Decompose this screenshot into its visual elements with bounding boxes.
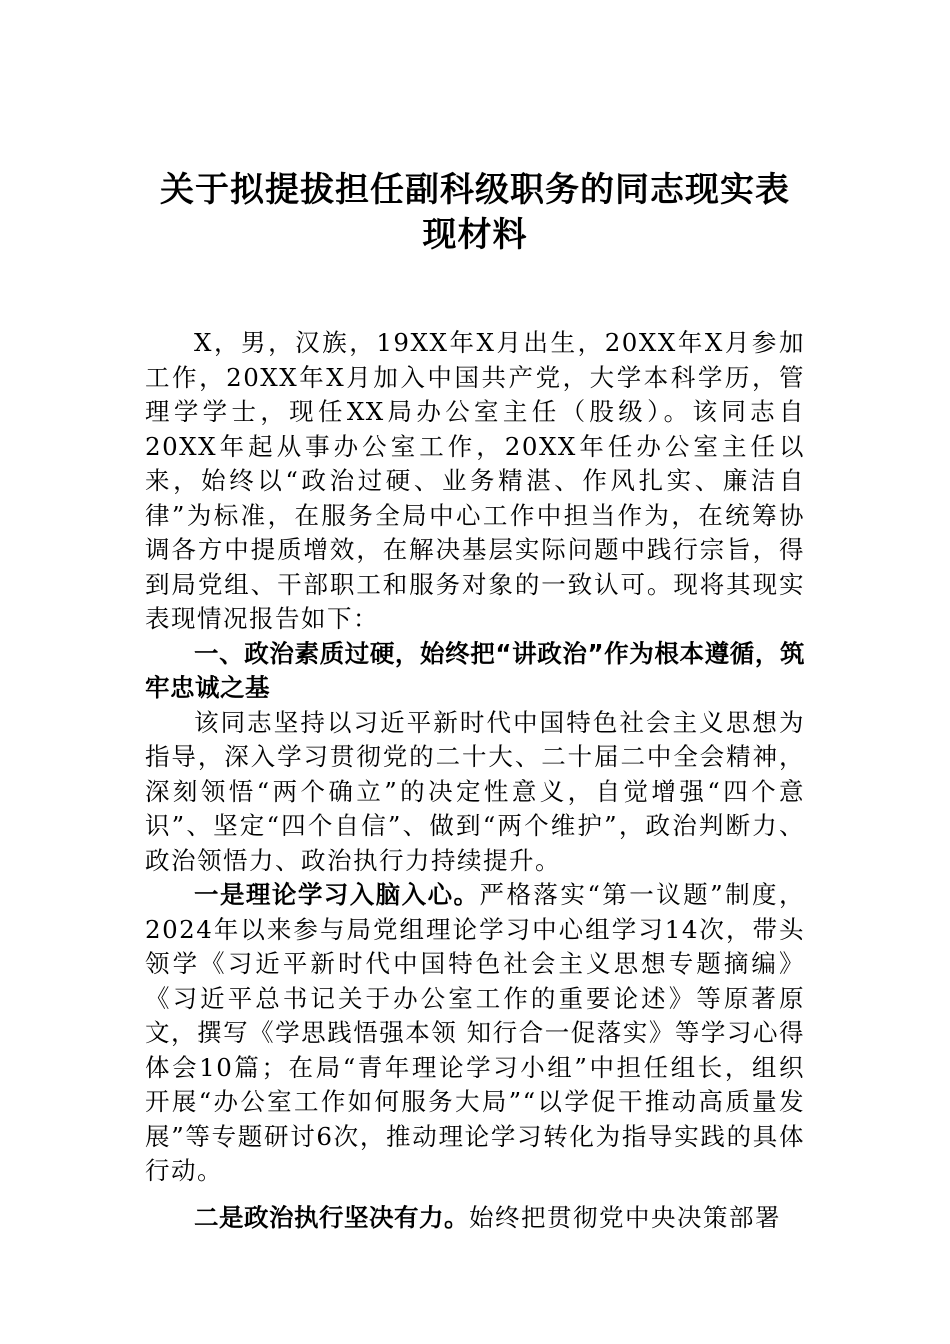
intro-paragraph: X，男，汉族，19XX年X月出生，20XX年X月参加工作，20XX年X月加入中国共产党，大学本科学历，管理学学士，现任XX局办公室主任（股级）。该同志自20XX年起从事办公室工作，20XX年任办公室主任以来，始终以“政治过硬、业务精湛、作风扎实、廉洁自律”为标准，在服务全局中心工作中担当作为，在统筹协调各方中提质增效，在解决基层实际问题中践行宗旨，得到局党组、干部职工和服务对象的一致认可。现将其现实表现情况报告如下： bbox=[145, 328, 805, 633]
document-title-line-2: 现材料 bbox=[422, 215, 528, 255]
document-body bbox=[145, 326, 805, 1235]
point-1-paragraph bbox=[145, 878, 805, 1189]
point-2-lead: 二是政治执行坚决有力。 bbox=[194, 1202, 469, 1232]
point-2-paragraph bbox=[145, 1201, 805, 1236]
point-1-body: 严格落实“第一议题”制度，2024年以来参与局党组理论学习中心组学习14次，带头领学《习近平新时代中国特色社会主义思想专题摘编》《习近平总书记关于办公室工作的重要论述》等原著原文，撰写《学思践悟强本领 知行合一促落实》等学习心得体会10篇；在局“青年理论学习小组”中担任组长，组织开展“办公室工作如何服务大局”“以学促干推动高质量发展”等专题研讨6次，推动理论学习转化为指导实践的具体行动。 bbox=[145, 880, 805, 1185]
section-1-heading: 一、政治素质过硬，始终把“讲政治”作为根本遵循，筑牢忠诚之基 bbox=[145, 638, 805, 702]
document-title-line-1: 关于拟提拔担任副科级职务的同志现实表 bbox=[160, 170, 790, 210]
point-1-lead: 一是理论学习入脑入心。 bbox=[194, 880, 480, 909]
section-1-paragraph: 该同志坚持以习近平新时代中国特色社会主义思想为指导，深入学习贯彻党的二十大、二十届二中全会精神，深刻领悟“两个确立”的决定性意义，自觉增强“四个意识”、坚定“四个自信”、做到“两个维护”，政治判断力、政治领悟力、政治执行力持续提升。 bbox=[145, 707, 805, 875]
point-2-body: 始终把贯彻党中央决策部署 bbox=[469, 1202, 781, 1232]
